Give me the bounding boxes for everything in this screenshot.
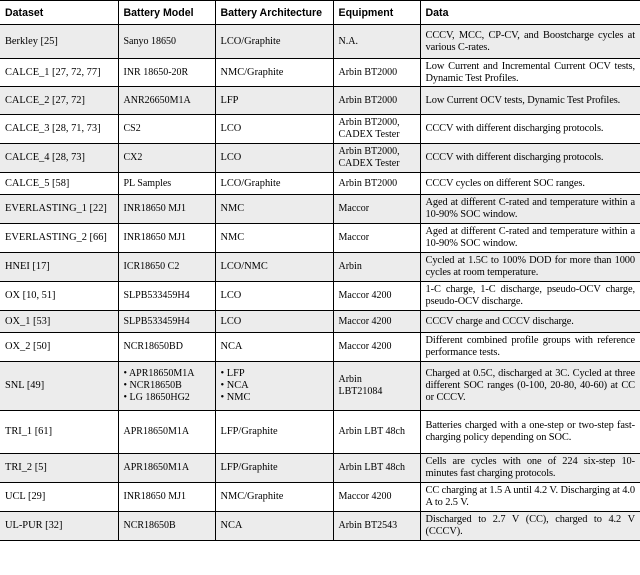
battery-model-line: APR18650M1A	[123, 426, 190, 437]
data-description-cell: Aged at different C-rated and temperature within a 10-90% SOC window.	[420, 195, 640, 224]
battery-model-cell	[118, 362, 215, 411]
battery-model-line: APR18650M1A	[123, 462, 190, 473]
equipment-line: Arbin	[338, 374, 362, 385]
battery-architecture-cell	[215, 115, 333, 144]
dataset-cell: CALCE_2 [27, 72]	[0, 87, 118, 115]
table-row	[0, 311, 640, 333]
table-row	[0, 144, 640, 173]
equipment-line: Maccor 4200	[338, 315, 392, 327]
battery-architecture-cell	[215, 25, 333, 59]
equipment-line: Maccor	[338, 232, 370, 243]
battery-model-cell	[118, 483, 215, 512]
battery-model-cell	[118, 311, 215, 333]
battery-architecture-line: LFP/Graphite	[220, 426, 278, 437]
dataset-cell: CALCE_5 [58]	[0, 173, 118, 195]
equipment-line: Maccor 4200	[338, 341, 392, 352]
battery-architecture-cell	[215, 454, 333, 483]
equipment-cell	[333, 454, 420, 483]
battery-model-cell	[118, 224, 215, 253]
battery-model-line: SLPB533459H4	[123, 290, 190, 301]
battery-model-cell	[118, 115, 215, 144]
battery-architecture-line: LCO/Graphite	[220, 177, 281, 189]
battery-architecture-line: NMC	[220, 203, 245, 214]
battery-architecture-line: NMC/Graphite	[220, 66, 284, 78]
battery-architecture-line: • NCA	[221, 380, 328, 392]
column-header-battery-architecture: Battery Architecture	[215, 1, 333, 25]
equipment-cell	[333, 195, 420, 224]
data-description-cell: Charged at 0.5C, discharged at 3C. Cycled at three different SOC ranges (0-100, 20-80, 40-60) at CC or CCCV.	[420, 362, 640, 411]
battery-architecture-line: • LFP	[221, 368, 328, 380]
battery-architecture-cell	[215, 59, 333, 87]
column-header-equipment: Equipment	[333, 1, 420, 25]
equipment-cell	[333, 115, 420, 144]
header-row	[0, 1, 640, 25]
battery-model-cell	[118, 454, 215, 483]
table-row	[0, 454, 640, 483]
equipment-line: CADEX Tester	[338, 158, 400, 169]
equipment-line: Maccor	[338, 203, 370, 214]
battery-architecture-line: LCO	[220, 315, 242, 327]
table-body	[0, 25, 640, 541]
battery-model-cell	[118, 411, 215, 454]
battery-architecture-line: • NMC	[221, 392, 328, 404]
column-header-dataset: Dataset	[0, 1, 118, 25]
battery-architecture-cell	[215, 253, 333, 282]
data-description-cell: Different combined profile groups with reference performance tests.	[420, 333, 640, 362]
dataset-cell: SNL [49]	[0, 362, 118, 411]
battery-architecture-line: LCO	[220, 152, 242, 163]
battery-architecture-cell	[215, 195, 333, 224]
battery-model-line: Sanyo 18650	[123, 35, 176, 47]
data-description-cell: CCCV charge and CCCV discharge.	[420, 311, 640, 333]
equipment-cell	[333, 224, 420, 253]
column-header-data: Data	[420, 1, 640, 25]
equipment-line: Arbin BT2000	[338, 94, 398, 106]
battery-architecture-line: LCO/Graphite	[220, 35, 281, 47]
equipment-cell	[333, 144, 420, 173]
battery-model-cell	[118, 87, 215, 115]
equipment-line: Arbin LBT 48ch	[338, 462, 405, 473]
equipment-cell	[333, 512, 420, 541]
table-row	[0, 173, 640, 195]
equipment-line: Arbin BT2543	[338, 520, 398, 531]
data-description-cell: CCCV with different discharging protocols.	[420, 144, 640, 173]
dataset-cell: TRI_2 [5]	[0, 454, 118, 483]
equipment-cell	[333, 253, 420, 282]
battery-model-line: ICR18650 C2	[123, 261, 180, 272]
dataset-cell: Berkley [25]	[0, 25, 118, 59]
battery-architecture-cell	[215, 311, 333, 333]
battery-model-line: ANR26650M1A	[123, 94, 191, 106]
equipment-line: Arbin BT2000,	[338, 146, 400, 157]
data-description-cell: Cells are cycles with one of 224 six-step 10-minutes fast charging protocols.	[420, 454, 640, 483]
data-description-cell: Low Current OCV tests, Dynamic Test Profiles.	[420, 87, 640, 115]
battery-architecture-cell	[215, 282, 333, 311]
data-description-cell: Discharged to 2.7 V (CC), charged to 4.2 V (CCCV).	[420, 512, 640, 541]
battery-architecture-line: LCO/NMC	[220, 261, 268, 272]
table-header	[0, 1, 640, 25]
battery-model-cell	[118, 333, 215, 362]
battery-architecture-cell	[215, 144, 333, 173]
equipment-line: N.A.	[338, 35, 358, 47]
data-description-cell: CCCV cycles on different SOC ranges.	[420, 173, 640, 195]
battery-architecture-cell	[215, 333, 333, 362]
table-row	[0, 411, 640, 454]
dataset-cell: EVERLASTING_1 [22]	[0, 195, 118, 224]
battery-architecture-line: LCO	[220, 123, 242, 134]
battery-model-cell	[118, 173, 215, 195]
battery-architecture-line: LFP	[220, 94, 239, 106]
dataset-cell: CALCE_4 [28, 73]	[0, 144, 118, 173]
battery-model-cell	[118, 144, 215, 173]
table-row	[0, 115, 640, 144]
battery-model-line: INR18650 MJ1	[123, 491, 187, 502]
battery-model-line: PL Samples	[123, 177, 172, 189]
equipment-line: LBT21084	[338, 386, 383, 397]
table-row	[0, 253, 640, 282]
equipment-line: Arbin LBT 48ch	[338, 426, 405, 437]
battery-model-line: SLPB533459H4	[123, 315, 190, 327]
table-row	[0, 87, 640, 115]
battery-model-cell	[118, 282, 215, 311]
equipment-cell	[333, 362, 420, 411]
battery-architecture-cell	[215, 411, 333, 454]
equipment-cell	[333, 311, 420, 333]
equipment-cell	[333, 282, 420, 311]
equipment-line: Arbin	[338, 261, 362, 272]
battery-architecture-cell	[215, 362, 333, 411]
battery-model-line: INR18650 MJ1	[123, 232, 187, 243]
table-row	[0, 282, 640, 311]
dataset-cell: CALCE_1 [27, 72, 77]	[0, 59, 118, 87]
equipment-line: CADEX Tester	[338, 129, 400, 140]
dataset-cell: CALCE_3 [28, 71, 73]	[0, 115, 118, 144]
equipment-cell	[333, 483, 420, 512]
table-row	[0, 195, 640, 224]
battery-model-cell	[118, 59, 215, 87]
equipment-line: Arbin BT2000	[338, 66, 398, 78]
equipment-cell	[333, 411, 420, 454]
dataset-cell: UCL [29]	[0, 483, 118, 512]
battery-architecture-line: NCA	[220, 520, 243, 531]
battery-model-line: • APR18650M1A	[124, 368, 210, 380]
data-description-cell: Batteries charged with a one-step or two-step fast-charging policy depending on SOC.	[420, 411, 640, 454]
table-row	[0, 362, 640, 411]
battery-model-line: CX2	[123, 152, 143, 163]
dataset-cell: OX_2 [50]	[0, 333, 118, 362]
dataset-cell: OX [10, 51]	[0, 282, 118, 311]
data-description-cell: CCCV, MCC, CP-CV, and Boostcharge cycles at various C-rates.	[420, 25, 640, 59]
battery-model-line: CS2	[123, 123, 141, 134]
data-description-cell: Aged at different C-rated and temperature within a 10-90% SOC window.	[420, 224, 640, 253]
dataset-cell: OX_1 [53]	[0, 311, 118, 333]
dataset-cell: EVERLASTING_2 [66]	[0, 224, 118, 253]
data-description-cell: 1-C charge, 1-C discharge, pseudo-OCV charge, pseudo-OCV discharge.	[420, 282, 640, 311]
battery-model-line: INR 18650-20R	[123, 66, 189, 78]
equipment-line: Maccor 4200	[338, 491, 392, 502]
battery-model-cell	[118, 25, 215, 59]
battery-architecture-cell	[215, 173, 333, 195]
dataset-cell: TRI_1 [61]	[0, 411, 118, 454]
equipment-line: Arbin BT2000	[338, 177, 398, 189]
table-row	[0, 483, 640, 512]
battery-architecture-cell	[215, 224, 333, 253]
table-row	[0, 224, 640, 253]
battery-model-line: NCR18650B	[123, 520, 176, 531]
battery-architecture-line: NCA	[220, 341, 243, 352]
battery-architecture-line: NMC/Graphite	[220, 491, 284, 502]
battery-architecture-line: LCO	[220, 290, 242, 301]
equipment-cell	[333, 25, 420, 59]
equipment-cell	[333, 59, 420, 87]
equipment-cell	[333, 333, 420, 362]
table-row	[0, 59, 640, 87]
battery-architecture-cell	[215, 87, 333, 115]
battery-architecture-cell	[215, 483, 333, 512]
equipment-cell	[333, 173, 420, 195]
equipment-line: Maccor 4200	[338, 290, 392, 301]
battery-architecture-line: NMC	[220, 232, 245, 243]
battery-model-cell	[118, 195, 215, 224]
equipment-line: Arbin BT2000,	[338, 117, 400, 128]
data-description-cell: CCCV with different discharging protocols.	[420, 115, 640, 144]
battery-model-line: • LG 18650HG2	[124, 392, 210, 404]
dataset-cell: HNEI [17]	[0, 253, 118, 282]
battery-model-line: • NCR18650B	[124, 380, 210, 392]
battery-model-line: NCR18650BD	[123, 341, 183, 352]
data-description-cell: Low Current and Incremental Current OCV tests, Dynamic Test Profiles.	[420, 59, 640, 87]
column-header-battery-model: Battery Model	[118, 1, 215, 25]
battery-architecture-cell	[215, 512, 333, 541]
table-row	[0, 333, 640, 362]
battery-architecture-line: LFP/Graphite	[220, 462, 278, 473]
dataset-cell: UL-PUR [32]	[0, 512, 118, 541]
data-description-cell: CC charging at 1.5 A until 4.2 V. Discharging at 4.0 A to 2.5 V.	[420, 483, 640, 512]
equipment-cell	[333, 87, 420, 115]
table-row	[0, 25, 640, 59]
battery-model-cell	[118, 512, 215, 541]
battery-model-cell	[118, 253, 215, 282]
data-description-cell: Cycled at 1.5C to 100% DOD for more than 1000 cycles at room temperature.	[420, 253, 640, 282]
battery-model-line: INR18650 MJ1	[123, 203, 187, 214]
table-row	[0, 512, 640, 541]
